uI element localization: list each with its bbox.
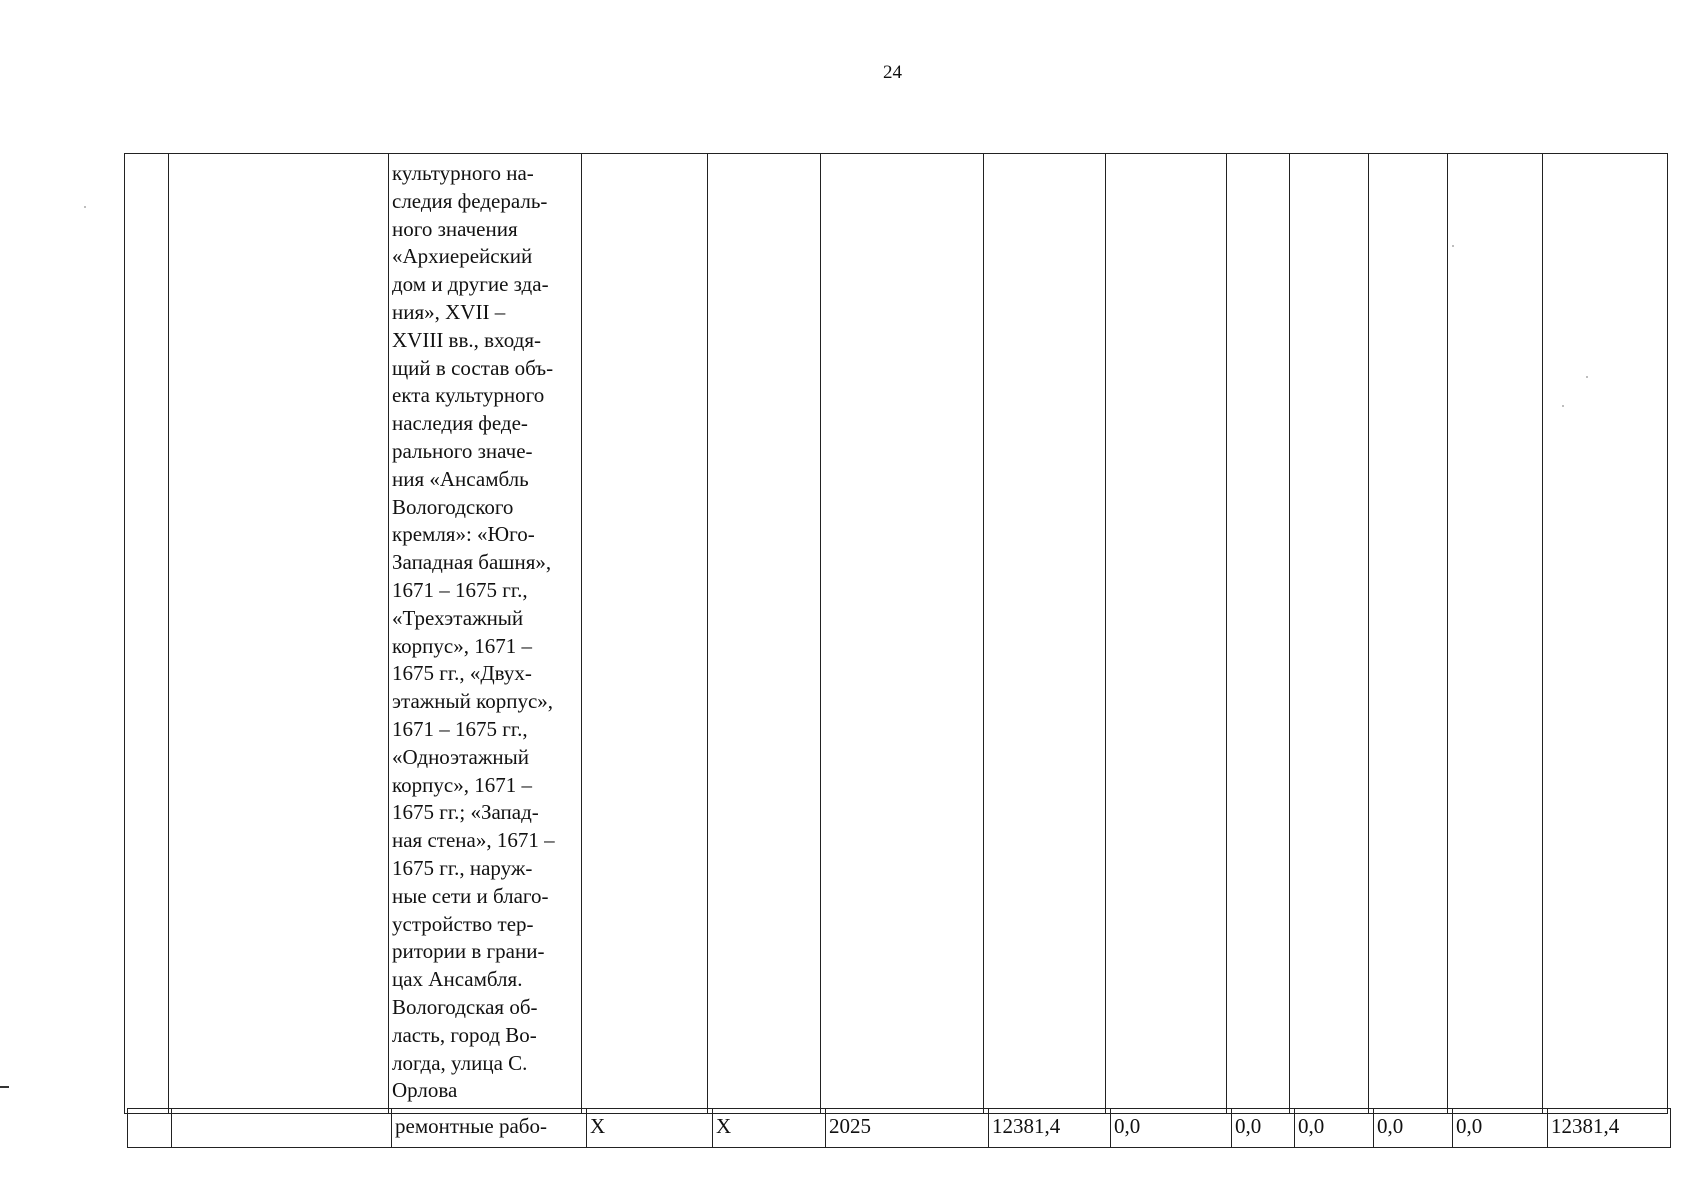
object-line: Западная башня»,: [392, 550, 552, 575]
cell-amount: 0,0: [1295, 1109, 1374, 1148]
object-line: корпус», 1671 –: [392, 633, 532, 658]
page-number: 24: [883, 62, 902, 83]
object-line: «Одноэтажный: [392, 744, 529, 769]
cell-name: [172, 1109, 392, 1148]
object-line: 1675 гг.; «Запад-: [392, 800, 539, 825]
document-table-next-row: [127, 1108, 1671, 1148]
cell-object-description: [389, 154, 582, 1114]
object-line: следия федераль-: [392, 188, 548, 213]
document-table-continued-row: [124, 153, 1668, 1114]
object-line: 1671 – 1675 гг.,: [392, 577, 528, 602]
table-row: [128, 1109, 1671, 1148]
object-line: «Архиерейский: [392, 244, 533, 269]
object-line: щий в состав объ-: [392, 355, 554, 380]
object-line: цах Ансамбля.: [392, 967, 523, 992]
scan-speck: [84, 206, 86, 208]
object-line: корпус», 1671 –: [392, 772, 532, 797]
cell-amount: 0,0: [1374, 1109, 1453, 1148]
cell-amount: 12381,4: [1548, 1109, 1671, 1148]
cell-empty: [821, 154, 984, 1114]
cell-empty: [582, 154, 708, 1114]
cell-name: [169, 154, 389, 1114]
object-line: ния», XVII –: [392, 299, 506, 324]
object-line: 1675 гг., наруж-: [392, 855, 533, 880]
object-line: 1675 гг., «Двух-: [392, 661, 532, 686]
cell-amount: 0,0: [1232, 1109, 1295, 1148]
cell-empty: [1369, 154, 1448, 1114]
object-line: наследия феде-: [392, 411, 528, 436]
object-line: кремля»: «Юго-: [392, 522, 535, 547]
object-line: «Трехэтажный: [392, 605, 524, 630]
object-line: Вологодского: [392, 494, 514, 519]
object-line: ная стена», 1671 –: [392, 828, 555, 853]
object-line: ния «Ансамбль: [392, 466, 529, 491]
object-line: логда, улица С.: [392, 1050, 528, 1075]
object-line: устройство тер-: [392, 911, 534, 936]
cell-empty: [1290, 154, 1369, 1114]
object-line: 1671 – 1675 гг.,: [392, 716, 528, 741]
cell-value: Х: [587, 1109, 713, 1148]
cell-amount: 12381,4: [989, 1109, 1111, 1148]
cell-amount: 0,0: [1111, 1109, 1232, 1148]
object-line: Вологодская об-: [392, 994, 538, 1019]
cell-empty: [1227, 154, 1290, 1114]
object-line: ласть, город Во-: [392, 1022, 537, 1047]
cell-work-type: ремонтные рабо-: [392, 1109, 587, 1148]
table-row: [125, 154, 1668, 1114]
object-line: ные сети и благо-: [392, 883, 549, 908]
cell-number: [125, 154, 169, 1114]
object-line: Орлова: [392, 1078, 458, 1103]
object-line: этажный корпус»,: [392, 689, 554, 714]
cell-amount: 0,0: [1453, 1109, 1548, 1148]
cell-year: 2025: [826, 1109, 989, 1148]
object-line: дом и другие зда-: [392, 272, 549, 297]
cell-number: [128, 1109, 172, 1148]
cell-empty: [1106, 154, 1227, 1114]
cell-empty: [984, 154, 1106, 1114]
object-line: культурного на-: [392, 161, 534, 185]
margin-mark: [0, 1086, 9, 1088]
cell-empty: [708, 154, 821, 1114]
cell-empty: [1448, 154, 1543, 1114]
cell-value: Х: [713, 1109, 826, 1148]
cell-empty: [1543, 154, 1668, 1114]
object-line: екта культурного: [392, 383, 545, 408]
object-line: рального значе-: [392, 438, 533, 463]
object-line: ного значения: [392, 216, 518, 241]
object-line: ритории в грани-: [392, 939, 545, 964]
object-line: XVIII вв., входя-: [392, 327, 541, 352]
